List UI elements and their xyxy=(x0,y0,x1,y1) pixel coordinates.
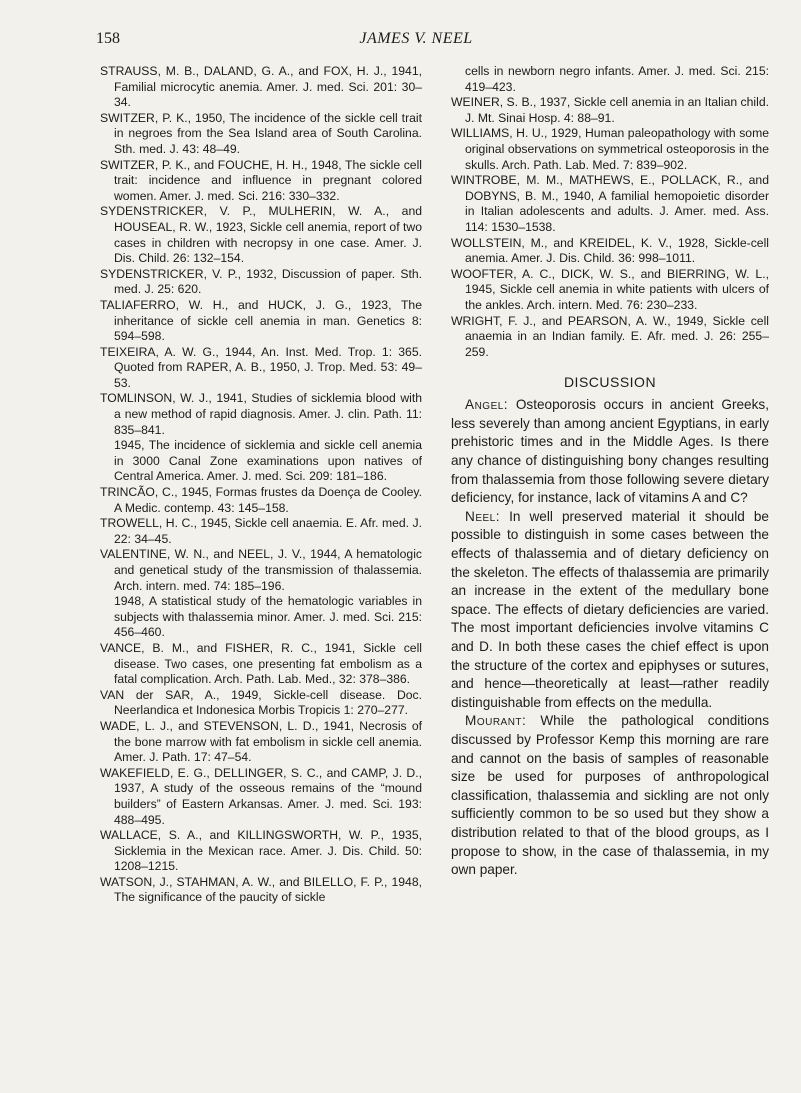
discussion-paragraph xyxy=(451,508,769,713)
reference: WOLLSTEIN, M., and KREIDEL, K. V., 1928, Sickle-cell anemia. Amer. J. Dis. Child. 36: 998–1011. xyxy=(451,235,769,266)
reference: WATSON, J., STAHMAN, A. W., and BILELLO, F. P., 1948, The significance of the paucity of sickle xyxy=(100,874,422,905)
paragraph-text: While the pathological conditions discussed by Professor Kemp this morning are rare and cannot on the basis of samples of reasonable size be used for purposes of anthropological classification, thalassemia and sickling are not only sufficiently common to be so used but they show a distribution related to that of the blood groups, as I propose to show, in the case of thalassemia, in my own paper. xyxy=(451,713,769,878)
page-number: 158 xyxy=(96,30,120,47)
reference: SYDENSTRICKER, V. P., MULHERIN, W. A., and HOUSEAL, R. W., 1923, Sickle cell anemia, report of two cases in children with necropsy in one case. Amer. J. Dis. Child. 26: 132–154. xyxy=(100,204,422,266)
reference: VALENTINE, W. N., and NEEL, J. V., 1944, A hematologic and genetical study of the transmission of thalassemia. Arch. intern. med. 74: 185–196. xyxy=(100,547,422,593)
discussion-title: DISCUSSION xyxy=(563,374,657,391)
reference-continuation: cells in newborn negro infants. Amer. J. med. Sci. 215: 419–423. xyxy=(465,64,769,94)
reference: WOOFTER, A. C., DICK, W. S., and BIERRING, W. L., 1945, Sickle cell anemia in white patients with ulcers of the ankles. Arch. intern. Med. 76: 230–233. xyxy=(451,266,769,312)
reference: WADE, L. J., and STEVENSON, L. D., 1941, Necrosis of the bone marrow with fat embolism in sickle cell anemia. Amer. J. Path. 17: 47–54. xyxy=(100,718,422,765)
reference: VAN der SAR, A., 1949, Sickle-cell disease. Doc. Neerlandica et Indonesica Morbis Tropicis 1: 270–277. xyxy=(100,687,422,718)
reference: TRINCÃO, C., 1945, Formas frustes da Doença de Cooley. A Medic. contemp. 43: 145–158. xyxy=(100,485,422,515)
reference: WALLACE, S. A., and KILLINGSWORTH, W. P., 1935, Sicklemia in the Mexican race. Amer. J. Dis. Child. 50: 1208–1215. xyxy=(100,828,422,874)
paragraph-text: In well preserved material it should be possible to distinguish in some cases between the effects of thalassemia and of dietary deficiency on the skeleton. The effects of thalassemia are primarily an increase in the extent of the medullary bone space. The effects of dietary deficiencies are varied. The most important deficiencies involve vitamins C and D. In both these cases the chief effect is upon the structure of the cortex and epiphyses or sutures, and hence—theoretically at least—rather readily distinguishable from effects on the medulla. xyxy=(451,508,769,710)
discussion-paragraph xyxy=(451,396,769,508)
discussion-paragraph xyxy=(451,712,769,879)
speaker-name: Neel: xyxy=(465,508,500,524)
left-column xyxy=(100,64,422,906)
reference-continuation: 1948, A statistical study of the hematologic variables in subjects with thalassemia minor. Amer. J. med. Sci. 215: 456–460. xyxy=(114,594,422,640)
reference: TEIXEIRA, A. W. G., 1944, An. Inst. Med. Trop. 1: 365. Quoted from RAPER, A. B., 1950, J. Trop. Med. 53: 49–53. xyxy=(100,344,422,390)
reference: WILLIAMS, H. U., 1929, Human paleopathology with some original observations on symmetrical osteoporosis in the skulls. Arch. Path. Lab. Med. 7: 839–902. xyxy=(451,126,769,172)
reference: STRAUSS, M. B., DALAND, G. A., and FOX, H. J., 1941, Familial microcytic anemia. Amer. J. med. Sci. 201: 30–34. xyxy=(100,64,422,110)
reference: TOMLINSON, W. J., 1941, Studies of sicklemia blood with a new method of rapid diagnosis. Amer. J. clin. Path. 11: 835–841. xyxy=(100,391,422,437)
running-head: JAMES V. NEEL xyxy=(359,30,473,47)
reference-continuation: 1945, The incidence of sicklemia and sickle cell anemia in 3000 Canal Zone examinations upon natives of Central America. Amer. J. med. Sci. 209: 181–186. xyxy=(114,438,422,484)
reference: WRIGHT, F. J., and PEARSON, A. W., 1949, Sickle cell anaemia in an Indian family. E. Afr. med. J. 26: 255–259. xyxy=(451,313,769,359)
page-header xyxy=(96,30,736,52)
reference: VANCE, B. M., and FISHER, R. C., 1941, Sickle cell disease. Two cases, one presenting fat embolism as a fatal complication. Arch. Path. Lab. Med., 32: 378–386. xyxy=(100,640,422,687)
speaker-name: Mourant: xyxy=(465,713,527,729)
reference: WINTROBE, M. M., MATHEWS, E., POLLACK, R., and DOBYNS, B. M., 1940, A familial hemopoietic disorder in Italian adolescents and adults. J. Amer. med. Ass. 114: 1530–1538. xyxy=(451,173,769,234)
paragraph-text: Osteoporosis occurs in ancient Greeks, less severely than among ancient Egyptians, in early prehistoric times and in the Middle Ages. Is there any chance of distinguishing bony changes resulting from thalassemia from those following severe dietary deficiency, for instance, lack of vitamins A and C? xyxy=(451,397,769,506)
reference: TALIAFERRO, W. H., and HUCK, J. G., 1923, The inheritance of sickle cell anemia in man. Genetics 8: 594–598. xyxy=(100,297,422,344)
speaker-name: Angel: xyxy=(465,397,509,413)
reference: SYDENSTRICKER, V. P., 1932, Discussion of paper. Sth. med. J. 25: 620. xyxy=(100,266,422,297)
reference: TROWELL, H. C., 1945, Sickle cell anaemia. E. Afr. med. J. 22: 34–45. xyxy=(100,516,422,546)
right-column xyxy=(451,64,769,880)
reference: WAKEFIELD, E. G., DELLINGER, S. C., and CAMP, J. D., 1937, A study of the osseous remains of the “mound builders” of Eastern Arkansas. Amer. J. med. Sci. 193: 488–495. xyxy=(100,765,422,827)
reference: WEINER, S. B., 1937, Sickle cell anemia in an Italian child. J. Mt. Sinai Hosp. 4: 88–91. xyxy=(451,95,769,125)
reference: SWITZER, P. K., 1950, The incidence of the sickle cell trait in negroes from the Sea Island area of South Carolina. Sth. med. J. 43: 48–49. xyxy=(100,110,422,156)
reference: SWITZER, P. K., and FOUCHE, H. H., 1948, The sickle cell trait: incidence and influence in pregnant colored women. Amer. J. med. Sci. 216: 330–332. xyxy=(100,157,422,203)
